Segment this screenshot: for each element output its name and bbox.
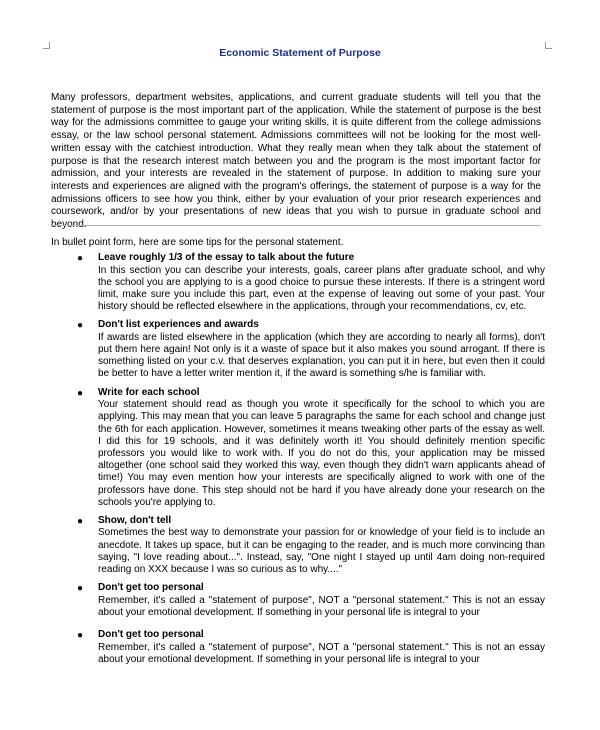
tip-body: In this section you can describe your interests, goals, career plans after graduate school, and why the school you are applying to is a good choice to pursue these interests. If there is a stringent word limit, make sure you include this part, even at the expense of leaving out some of your past. Your history should be reflected elsewhere in the applications, through your recommendations, cv, etc. bbox=[98, 264, 545, 313]
bullet-icon: ● bbox=[77, 630, 84, 642]
tip-item bbox=[51, 252, 545, 313]
tip-heading: Leave roughly 1/3 of the essay to talk about the future bbox=[98, 252, 355, 263]
tips-lead-in: In bullet point form, here are some tips for the personal statement. bbox=[51, 237, 344, 248]
tip-body: If awards are listed elsewhere in the application (which they are according to nearly all forms), don't put them here again! Not only is it a waste of space but it also makes you sound arrogant. If there is something listed on your c.v. that deserves explanation, you can put it in here, but even then it could be better to have a letter writer mention it, if the award is something s/he is familiar with. bbox=[98, 331, 545, 380]
tip-body: Your statement should read as though you wrote it specifically for the school to which you are applying. This may mean that you can leave 5 paragraphs the same for each school and change just the 6th for each application. However, sometimes it means tweaking other parts of the essay as well. I did this for 19 schools, and it was definitely worth it! You should definitely mention specific professors you would like to work with. If you do not do this, your application may be missed altogether (one school said they worked this way, even though they didn't warn applicants ahead of time!) You may even mention how your interests are specifically aligned to work with one of the professors have done. This step should not be hard if you have already done your research on the schools you're applying to. bbox=[98, 399, 545, 508]
bullet-icon: ● bbox=[77, 515, 84, 527]
section-divider bbox=[51, 225, 541, 226]
tip-heading: Write for each school bbox=[98, 386, 200, 398]
tip-body: Remember, it's called a "statement of purpose", NOT a "personal statement." This is not an essay about your emotional development. If something in your personal life is integral to your bbox=[98, 594, 545, 618]
tip-item bbox=[51, 515, 545, 576]
tip-heading: Don't get too personal bbox=[98, 629, 204, 641]
tip-body: Sometimes the best way to demonstrate your passion for or knowledge of your field is to include an anecdote. It takes up space, but it can be engaging to the reader, and is much more convincing than saying, "I love reading about...". Instead, say, "One night I stayed up until 4am doing non-required reading on XXX because I was so curious as to why...." bbox=[98, 527, 545, 576]
tips-list bbox=[51, 252, 545, 672]
bullet-icon: ● bbox=[77, 320, 84, 332]
tip-heading: Don't get too personal bbox=[98, 582, 204, 594]
bullet-icon: ● bbox=[77, 583, 84, 595]
bullet-icon: ● bbox=[77, 387, 84, 399]
tip-heading: Show, don't tell bbox=[98, 514, 172, 526]
intro-paragraph: Many professors, department websites, applications, and current graduate students will tell you that the statement of purpose is the most important part of the application. While the statement of purpose is the best way for the admissions committee to gauge your writing skills, it is quite different from the college admissions essay, or the law school personal statement. Admissions committees will not be looking for the most well-written essay with the catchiest introduction. What they really mean when they talk about the statement of purpose is that the research interest match between you and the program is the most important factor for admission, and your interests are revealed in the statement of purpose. In addition to making sure your interests and experiences are aligned with the program's offerings, the statement of purpose is a way for the admissions officers to see how you think, either by your evaluation of your prior research experiences and coursework, and/or by your presentations of new ideas that you wish to pursue in graduate school and bbox=[51, 92, 541, 218]
tip-item bbox=[51, 387, 545, 509]
document-title: Economic Statement of Purpose bbox=[219, 47, 381, 59]
tip-item bbox=[51, 582, 545, 619]
tip-body: Remember, it's called a "statement of purpose", NOT a "personal statement." This is not an essay about your emotional development. If something in your personal life is integral to your bbox=[98, 641, 545, 665]
tip-item bbox=[51, 319, 545, 380]
bullet-icon: ● bbox=[77, 253, 84, 264]
tip-heading: Don't list experiences and awards bbox=[98, 319, 259, 331]
tip-item bbox=[51, 629, 545, 666]
